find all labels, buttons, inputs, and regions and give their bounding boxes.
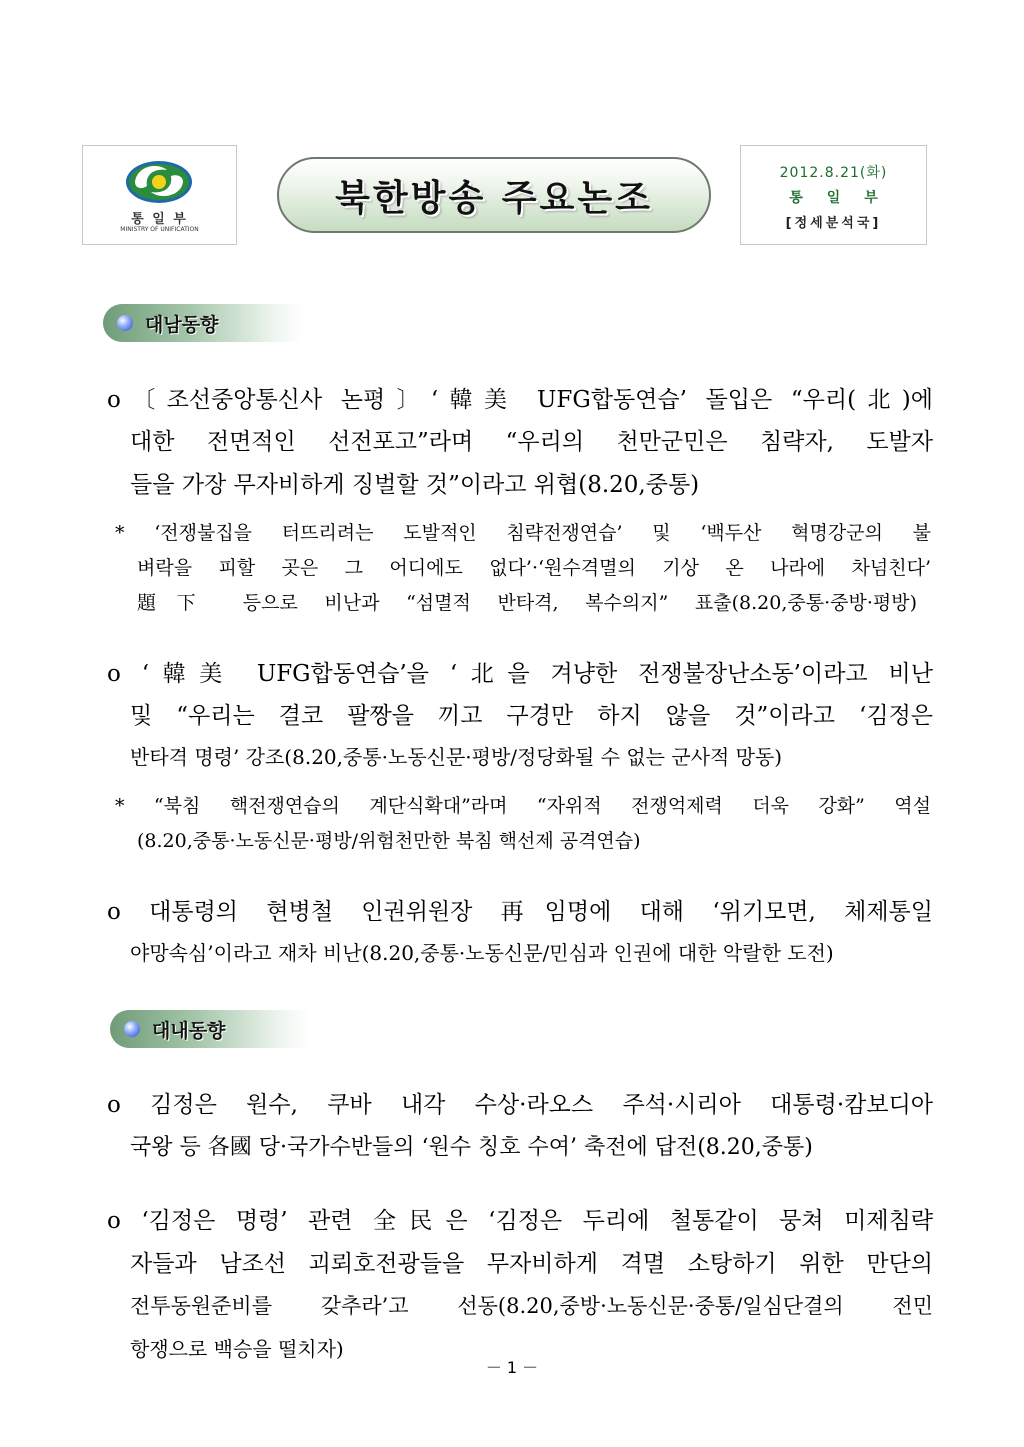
date-box bbox=[740, 145, 927, 245]
paragraph-line: 반타격 명령’ 강조(8.20,중통·노동신문·평방/정당화될 수 없는 군사적 망동) bbox=[130, 745, 783, 769]
unification-emblem-icon bbox=[123, 156, 195, 206]
page-number: － 1 － bbox=[485, 1358, 539, 1377]
issuing-ministry: 통일부 bbox=[789, 190, 902, 206]
paragraph-line: o ‘韓美 UFG합동연습’을 ‘北을 겨냥한 전쟁불장난소동’이라고 비난 bbox=[107, 661, 933, 687]
section-heading-label: 대내동향 bbox=[152, 1019, 226, 1042]
note-line: 벼락을 피할 곳은 그 어디에도 없다’·‘원수격멸의 기상 온 나라에 차넘친다’ bbox=[137, 557, 931, 579]
paragraph-line: 및 “우리는 결코 팔짱을 끼고 구경만 하지 않을 것”이라고 ‘김정은 bbox=[130, 703, 933, 729]
section-bullet-icon bbox=[124, 1021, 140, 1037]
paragraph-line: 자들과 남조선 괴뢰호전광들을 무자비하게 격멸 소탕하기 위한 만단의 bbox=[130, 1251, 933, 1277]
issue-date: 2012.8.21(화) bbox=[779, 165, 888, 181]
paragraph-line: 들을 가장 무자비하게 징벌할 것”이라고 위협(8.20,중통) bbox=[130, 472, 700, 498]
paragraph-line: o〔조선중앙통신사 논평〕‘韓美 UFG합동연습’ 돌입은 “우리(北)에 bbox=[107, 387, 933, 413]
note-line: 題下 등으로 비난과 “섬멸적 반타격, 복수의지” 표출(8.20,중통·중방·평방) bbox=[137, 592, 917, 614]
note-line: * “북침 핵전쟁연습의 계단식확대”라며 “자위적 전쟁억제력 더욱 강화” 역설 bbox=[115, 795, 931, 817]
paragraph-line: 항쟁으로 백승을 떨치자) bbox=[130, 1337, 344, 1361]
paragraph-line: o ‘김정은 명령’ 관련 全民은 ‘김정은 두리에 철통같이 뭉쳐 미제침략 bbox=[107, 1208, 933, 1234]
note-line: (8.20,중통·노동신문·평방/위험천만한 북침 핵선제 공격연습) bbox=[137, 830, 641, 852]
ministry-logo bbox=[82, 145, 237, 245]
paragraph-line: 대한 전면적인 선전포고”라며 “우리의 천만군민은 침략자, 도발자 bbox=[130, 429, 933, 455]
paragraph-line: o 김정은 원수, 쿠바 내각 수상·라오스 주석·시리아 대통령·캄보디아 bbox=[107, 1092, 933, 1118]
paragraph-line: 국왕 등 各國 당·국가수반들의 ‘원수 칭호 수여’ 축전에 답전(8.20,중통) bbox=[130, 1135, 813, 1160]
document-title: 북한방송 주요논조 bbox=[335, 177, 653, 219]
logo-name: 통 일 부 bbox=[131, 212, 188, 227]
section-heading-internal bbox=[110, 1010, 310, 1048]
note-line: * ‘전쟁불집을 터뜨리려는 도발적인 침략전쟁연습’ 및 ‘백두산 혁명강군의 불 bbox=[115, 522, 931, 544]
paragraph-line: 야망속심’이라고 재차 비난(8.20,중통·노동신문/민심과 인권에 대한 악랄한 도전) bbox=[130, 941, 834, 965]
section-heading-external bbox=[103, 304, 303, 342]
issuing-department: [정세분석국] bbox=[785, 216, 882, 231]
logo-subtitle: MINISTRY OF UNIFICATION bbox=[120, 226, 199, 233]
section-bullet-icon bbox=[117, 315, 133, 331]
paragraph-line: 전투동원준비를 갖추라’고 선동(8.20,중방·노동신문·중통/일심단결의 전민 bbox=[130, 1294, 933, 1318]
section-heading-label: 대남동향 bbox=[145, 313, 219, 336]
document-title-banner bbox=[277, 157, 711, 233]
paragraph-line: o 대통령의 현병철 인권위원장 再임명에 대해 ‘위기모면, 체제통일 bbox=[107, 899, 933, 925]
